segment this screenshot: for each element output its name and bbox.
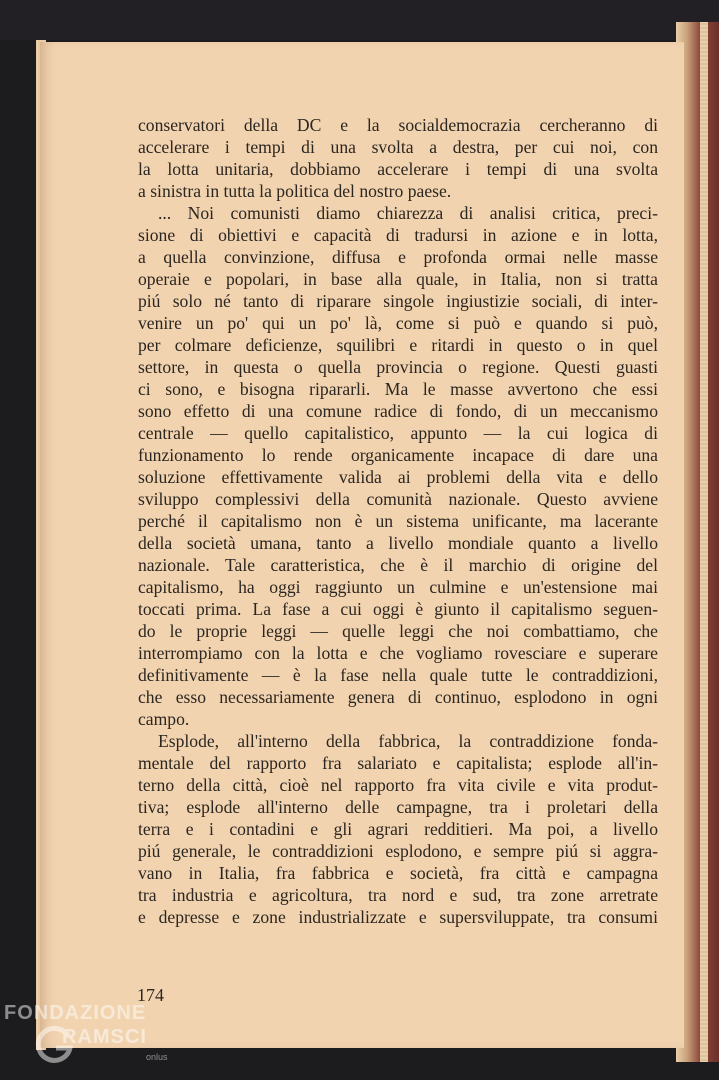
text-line: per colmare deficienze, squilibri e ritardi in questo o in quel [138, 335, 658, 355]
text-line: do le proprie leggi — quelle leggi che noi combattiamo, che [138, 621, 658, 641]
text-line: tra industria e agricoltura, tra nord e sud, tra zone arretrate [138, 885, 658, 905]
text-line: a sinistra in tutta la politica del nostro paese. [138, 181, 452, 201]
text-line: sione di obiettivi e capacità di tradursi in azione e in lotta, [138, 225, 658, 245]
text-line: che esso necessariamente genera di continuo, esplodono in ogni [138, 687, 658, 707]
text-line: della società umana, tanto a livello mondiale quanto a livello [138, 533, 658, 553]
page-body-text [138, 114, 658, 928]
text-line: funzionamento lo rende organicamente incapace di dare una [138, 445, 658, 465]
text-line: conservatori della DC e la socialdemocrazia cercheranno di [138, 115, 658, 135]
text-line: Esplode, all'interno della fabbrica, la contraddizione fonda- [158, 731, 658, 751]
text-line: e depresse e zone industrializzate e supersviluppate, tra consumi [138, 907, 658, 927]
text-line: venire un po' qui un po' là, come si può e quando si può, [138, 313, 658, 333]
text-line: operaie e popolari, in base alla quale, in Italia, non si tratta [138, 269, 658, 289]
text-line: tiva; esplode all'interno delle campagne, tra i proletari della [138, 797, 658, 817]
text-line: sono effetto di una comune radice di fondo, di un meccanismo [138, 401, 658, 421]
text-line: campo. [138, 709, 190, 729]
text-line: vano in Italia, fra fabbrica e società, fra città e campagna [138, 863, 658, 883]
watermark-line2: RAMSCI [62, 1026, 147, 1048]
watermark-line1: FONDAZIONE [4, 1002, 147, 1024]
text-line: nazionale. Tale caratteristica, che è il marchio di origine del [138, 555, 658, 575]
page-stack-edge [700, 22, 708, 1062]
text-line: ... Noi comunisti diamo chiarezza di analisi critica, preci- [158, 203, 658, 223]
watermark [4, 1000, 184, 1070]
text-line: interrompiamo con la lotta e che vogliamo rovesciare e superare [138, 643, 658, 663]
text-line: terno della città, cioè nel rapporto fra vita civile e vita produt- [138, 775, 658, 795]
text-line: centrale — quello capitalistico, appunto — la cui logica di [138, 423, 658, 443]
text-line: piú generale, le contraddizioni esplodono, e sempre piú si aggra- [138, 841, 658, 861]
text-line: ci sono, e bisogna ripararli. Ma le masse avvertono che essi [138, 379, 658, 399]
text-line: capitalismo, ha oggi raggiunto un culmine e un'estensione mai [138, 577, 658, 597]
text-line: a quella convinzione, diffusa e profonda ormai nelle masse [138, 247, 658, 267]
text-line: accelerare i tempi di una svolta a destra, per cui noi, con [138, 137, 658, 157]
text-line: toccati prima. La fase a cui oggi è giunto il capitalismo seguen- [138, 599, 658, 619]
text-line: mentale del rapporto fra salariato e capitalista; esplode all'in- [138, 753, 658, 773]
page-number: 174 [137, 985, 164, 1005]
text-line: definitivamente — è la fase nella quale tutte le contraddizioni, [138, 665, 658, 685]
text-line: perché il capitalismo non è un sistema unificante, ma lacerante [138, 511, 658, 531]
text-line: piú solo né tanto di riparare singole ingiustizie sociali, di inter- [138, 291, 658, 311]
watermark-suffix: onlus [146, 1052, 168, 1062]
text-line: sviluppo complessivi della comunità nazionale. Questo avviene [138, 489, 658, 509]
text-line: la lotta unitaria, dobbiamo accelerare i tempi di una svolta [138, 159, 658, 179]
scan-background [0, 0, 719, 40]
text-line: soluzione effettivamente valida ai problemi della vita e dello [138, 467, 658, 487]
text-line: settore, in questa o quella provincia o regione. Questi guasti [138, 357, 658, 377]
text-line: terra e i contadini e gli agrari redditieri. Ma poi, a livello [138, 819, 658, 839]
